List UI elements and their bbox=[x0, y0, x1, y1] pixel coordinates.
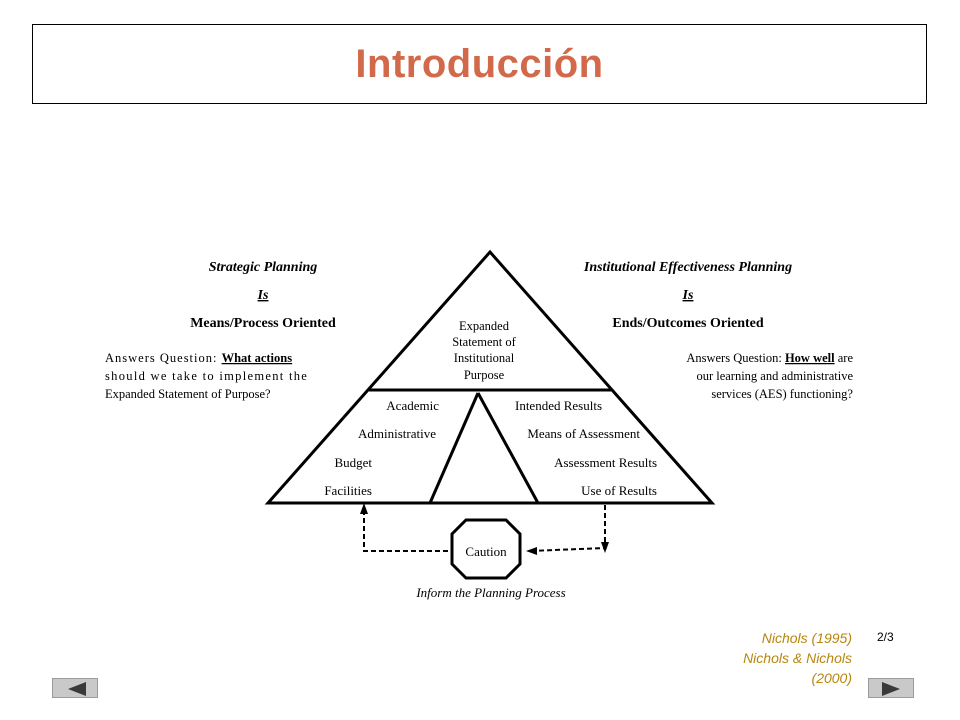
left-item-facilities: Facilities bbox=[324, 483, 372, 498]
arrowhead-down-icon bbox=[601, 542, 609, 553]
right-item-use-of-results: Use of Results bbox=[581, 483, 657, 498]
prev-slide-button[interactable] bbox=[52, 678, 98, 698]
left-orientation: Means/Process Oriented bbox=[190, 316, 336, 331]
citation-line-3: (2000) bbox=[811, 670, 852, 686]
right-question-line3: services (AES) functioning? bbox=[711, 387, 853, 401]
citation bbox=[743, 628, 852, 688]
right-question-line1 bbox=[686, 351, 853, 365]
left-question-line1 bbox=[105, 351, 292, 365]
slide-title: Introducción bbox=[355, 41, 604, 86]
right-item-means-of-assessment: Means of Assessment bbox=[527, 426, 640, 441]
next-slide-button[interactable] bbox=[868, 678, 914, 698]
caution-label: Caution bbox=[465, 544, 507, 559]
apex-line-4: Purpose bbox=[463, 368, 505, 382]
left-question-prefix: Answers Question: bbox=[105, 351, 222, 365]
left-is: Is bbox=[257, 288, 269, 303]
apex-line-1: Expanded bbox=[459, 319, 509, 333]
apex-line-3: Institutional bbox=[453, 351, 515, 365]
left-dashed-arrow-line bbox=[364, 513, 448, 551]
left-question-line2: should we take to implement the bbox=[105, 369, 309, 383]
arrowhead-left-icon bbox=[526, 547, 537, 555]
left-item-budget: Budget bbox=[334, 455, 372, 470]
apex-line-2: Statement of bbox=[452, 335, 516, 349]
right-orientation: Ends/Outcomes Oriented bbox=[612, 316, 764, 331]
right-is: Is bbox=[682, 288, 694, 303]
right-question-bold: How well bbox=[784, 351, 835, 365]
right-dashed-arrow-line bbox=[530, 505, 605, 551]
arrowhead-up-icon bbox=[360, 503, 368, 514]
right-item-assessment-results: Assessment Results bbox=[554, 455, 657, 470]
left-item-administrative: Administrative bbox=[358, 426, 436, 441]
right-item-intended-results: Intended Results bbox=[514, 398, 602, 413]
right-question-suffix: are bbox=[834, 351, 853, 365]
triangle-right-icon bbox=[869, 679, 915, 699]
citation-line-1: Nichols (1995) bbox=[761, 630, 852, 646]
right-question-prefix: Answers Question: bbox=[686, 351, 785, 365]
left-heading: Strategic Planning bbox=[208, 260, 318, 275]
right-heading: Institutional Effectiveness Planning bbox=[583, 260, 793, 275]
triangle-left-icon bbox=[53, 679, 99, 699]
left-question-line3: Expanded Statement of Purpose? bbox=[105, 387, 271, 401]
citation-line-2: Nichols & Nichols bbox=[743, 650, 852, 666]
left-item-academic: Academic bbox=[386, 398, 439, 413]
apex-label bbox=[452, 319, 516, 382]
left-question-bold: What actions bbox=[221, 351, 293, 365]
page-number: 2/3 bbox=[877, 630, 894, 644]
footer-caption: Inform the Planning Process bbox=[416, 585, 566, 600]
right-question-line2: our learning and administrative bbox=[696, 369, 853, 383]
